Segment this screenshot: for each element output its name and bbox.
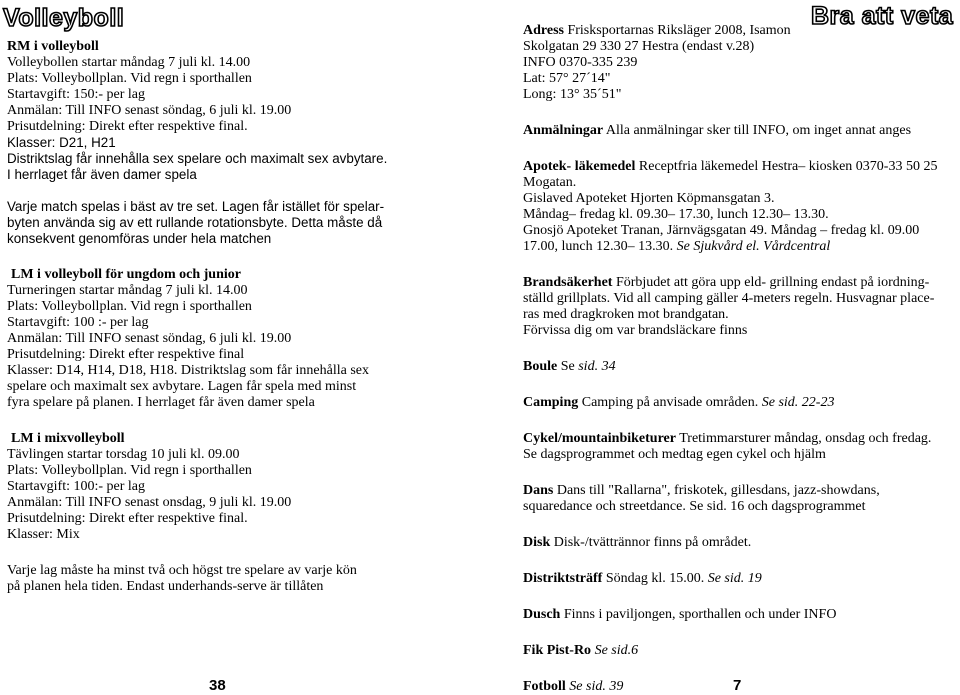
match-line: konsekvent genomföras under hela matchen xyxy=(7,231,272,246)
dusch-entry xyxy=(523,607,943,623)
mix-line: Plats: Volleybollplan. Vid regn i sporthallen xyxy=(7,463,252,478)
fik-entry xyxy=(523,643,943,659)
anmalningar-text: Alla anmälningar sker till INFO, om inget annat anges xyxy=(603,123,912,138)
youth-line: Klasser: D14, H14, D18, H18. Distriktslag som får innehålla sex xyxy=(7,363,369,378)
anmalningar-label: Anmälningar xyxy=(523,123,604,138)
distrikt-entry xyxy=(523,571,943,587)
fik-label: Fik Pist-Ro xyxy=(523,643,592,658)
youth-heading: LM i volleyboll för ungdom och junior xyxy=(11,267,241,282)
page-number-right: 7 xyxy=(733,677,742,694)
closing-line: Varje lag måste ha minst två och högst tre spelare av varje kön xyxy=(7,563,357,578)
right-column xyxy=(523,23,943,695)
brand-line: ras med dragkroken mot brandgatan. xyxy=(523,307,729,322)
disk-entry xyxy=(523,535,943,551)
distrikt-ref: Se sid. 19 xyxy=(707,571,762,586)
mix-line: Klasser: Mix xyxy=(7,527,80,542)
apotek-line: Gnosjö Apoteket Tranan, Järnvägsgatan 49. Måndag – fredag kl. 09.00 xyxy=(523,223,920,238)
apotek-line: Måndag– fredag kl. 09.30– 17.30, lunch 12.30– 13.30. xyxy=(523,207,829,222)
rm-heading: RM i volleyboll xyxy=(7,39,99,54)
adress-line: Lat: 57° 27´14" xyxy=(523,71,611,86)
adress-line: INFO 0370-335 239 xyxy=(523,55,638,70)
apotek-entry xyxy=(523,159,943,175)
page-title-bra-att-veta: Bra att veta xyxy=(811,2,954,30)
adress-line: Skolgatan 29 330 27 Hestra (endast v.28) xyxy=(523,39,755,54)
closing-line: på planen hela tiden. Endast underhands-serve är tillåten xyxy=(7,579,324,594)
fotboll-label: Fotboll xyxy=(523,679,566,694)
boule-ref: sid. 34 xyxy=(578,359,616,374)
youth-line: Prisutdelning: Direkt efter respektive final xyxy=(7,347,245,362)
page-number-left: 38 xyxy=(209,677,226,694)
rm-line: I herrlaget får även damer spela xyxy=(7,167,197,182)
rm-line: Plats: Volleybollplan. Vid regn i sporthallen xyxy=(7,71,252,86)
adress-line: Long: 13° 35´51" xyxy=(523,87,622,102)
rm-line: Klasser: D21, H21 xyxy=(7,135,116,150)
youth-line: Startavgift: 100 :- per lag xyxy=(7,315,149,330)
rm-line: Distriktslag får innehålla sex spelare och maximalt sex avbytare. xyxy=(7,151,388,166)
adress-line: Frisksportarnas Riksläger 2008, Isamon xyxy=(563,23,791,38)
dans-line: squaredance och streetdance. Se sid. 16 och dagsprogrammet xyxy=(523,499,866,514)
disk-text: Disk-/tvättrännor finns på området. xyxy=(550,535,752,550)
fotboll-ref: Se sid. 39 xyxy=(569,679,624,694)
match-line: byten använda sig av ett rullande rotationsbyte. Detta måste då xyxy=(7,215,383,230)
cykel-line: Se dagsprogrammet och medtag egen cykel och hjälm xyxy=(523,447,826,462)
brand-entry xyxy=(523,275,943,291)
left-column xyxy=(7,39,477,595)
mix-line: Anmälan: Till INFO senast onsdag, 9 juli kl. 19.00 xyxy=(7,495,292,510)
apotek-ref: Se Sjukvård el. Vårdcentral xyxy=(673,239,831,254)
apotek-label: Apotek- läkemedel xyxy=(523,159,636,174)
boule-label: Boule xyxy=(523,359,558,374)
rm-line: Volleybollen startar måndag 7 juli kl. 14.00 xyxy=(7,55,251,70)
youth-line: Turneringen startar måndag 7 juli kl. 14.00 xyxy=(7,283,248,298)
brand-label: Brandsäkerhet xyxy=(523,275,613,290)
youth-line: Plats: Volleybollplan. Vid regn i sporthallen xyxy=(7,299,252,314)
rm-line: Startavgift: 150:- per lag xyxy=(7,87,146,102)
page-title-volleyboll: Volleyboll xyxy=(3,4,125,32)
dans-line: Dans till "Rallarna", friskotek, gillesdans, jazz-showdans, xyxy=(553,483,880,498)
cykel-line: Tretimmarsturer måndag, onsdag och fredag. xyxy=(675,431,932,446)
brand-line: ställd grillplats. Vid all camping gäller 4-meters regeln. Husvagnar place- xyxy=(523,291,935,306)
dans-label: Dans xyxy=(523,483,554,498)
anmalningar-entry xyxy=(523,123,943,139)
mix-line: Tävlingen startar torsdag 10 juli kl. 09.00 xyxy=(7,447,240,462)
youth-line: spelare och maximalt sex avbytare. Lagen får spela med minst xyxy=(7,379,357,394)
youth-line: fyra spelare på planen. I herrlaget får även damer spela xyxy=(7,395,315,410)
mix-line: Startavgift: 100:- per lag xyxy=(7,479,146,494)
dusch-label: Dusch xyxy=(523,607,561,622)
boule-text: Se xyxy=(557,359,579,374)
adress-entry xyxy=(523,23,943,39)
apotek-line: Gislaved Apoteket Hjorten Köpmansgatan 3. xyxy=(523,191,775,206)
dans-entry xyxy=(523,483,943,499)
apotek-line-text: 17.00, lunch 12.30– 13.30. xyxy=(523,239,674,254)
boule-entry xyxy=(523,359,943,375)
youth-line: Anmälan: Till INFO senast söndag, 6 juli kl. 19.00 xyxy=(7,331,292,346)
disk-label: Disk xyxy=(523,535,551,550)
apotek-line: Mogatan. xyxy=(523,175,577,190)
rm-line: Anmälan: Till INFO senast söndag, 6 juli kl. 19.00 xyxy=(7,103,292,118)
right-page xyxy=(480,0,960,695)
mix-heading: LM i mixvolleyboll xyxy=(11,431,125,446)
rm-line: Prisutdelning: Direkt efter respektive final. xyxy=(7,119,248,134)
match-line: Varje match spelas i bäst av tre set. Lagen får istället för spelar- xyxy=(7,199,385,214)
camping-label: Camping xyxy=(523,395,579,410)
adress-label: Adress xyxy=(523,23,564,38)
camping-text: Camping på anvisade områden. xyxy=(578,395,762,410)
brand-line: Förbjudet att göra upp eld- grillning endast på iordning- xyxy=(612,275,930,290)
camping-entry xyxy=(523,395,943,411)
camping-ref: Se sid. 22-23 xyxy=(761,395,835,410)
distrikt-text: Söndag kl. 15.00. xyxy=(602,571,708,586)
brand-line: Förvissa dig om var brandsläckare finns xyxy=(523,323,748,338)
apotek-line: Receptfria läkemedel Hestra– kiosken 0370-33 50 25 xyxy=(635,159,938,174)
apotek-line xyxy=(523,239,943,255)
mix-line: Prisutdelning: Direkt efter respektive final. xyxy=(7,511,248,526)
cykel-entry xyxy=(523,431,943,447)
fik-ref: Se sid.6 xyxy=(594,643,639,658)
distrikt-label: Distriktsträff xyxy=(523,571,603,586)
cykel-label: Cykel/mountainbiketurer xyxy=(523,431,676,446)
dusch-text: Finns i paviljongen, sporthallen och under INFO xyxy=(560,607,837,622)
